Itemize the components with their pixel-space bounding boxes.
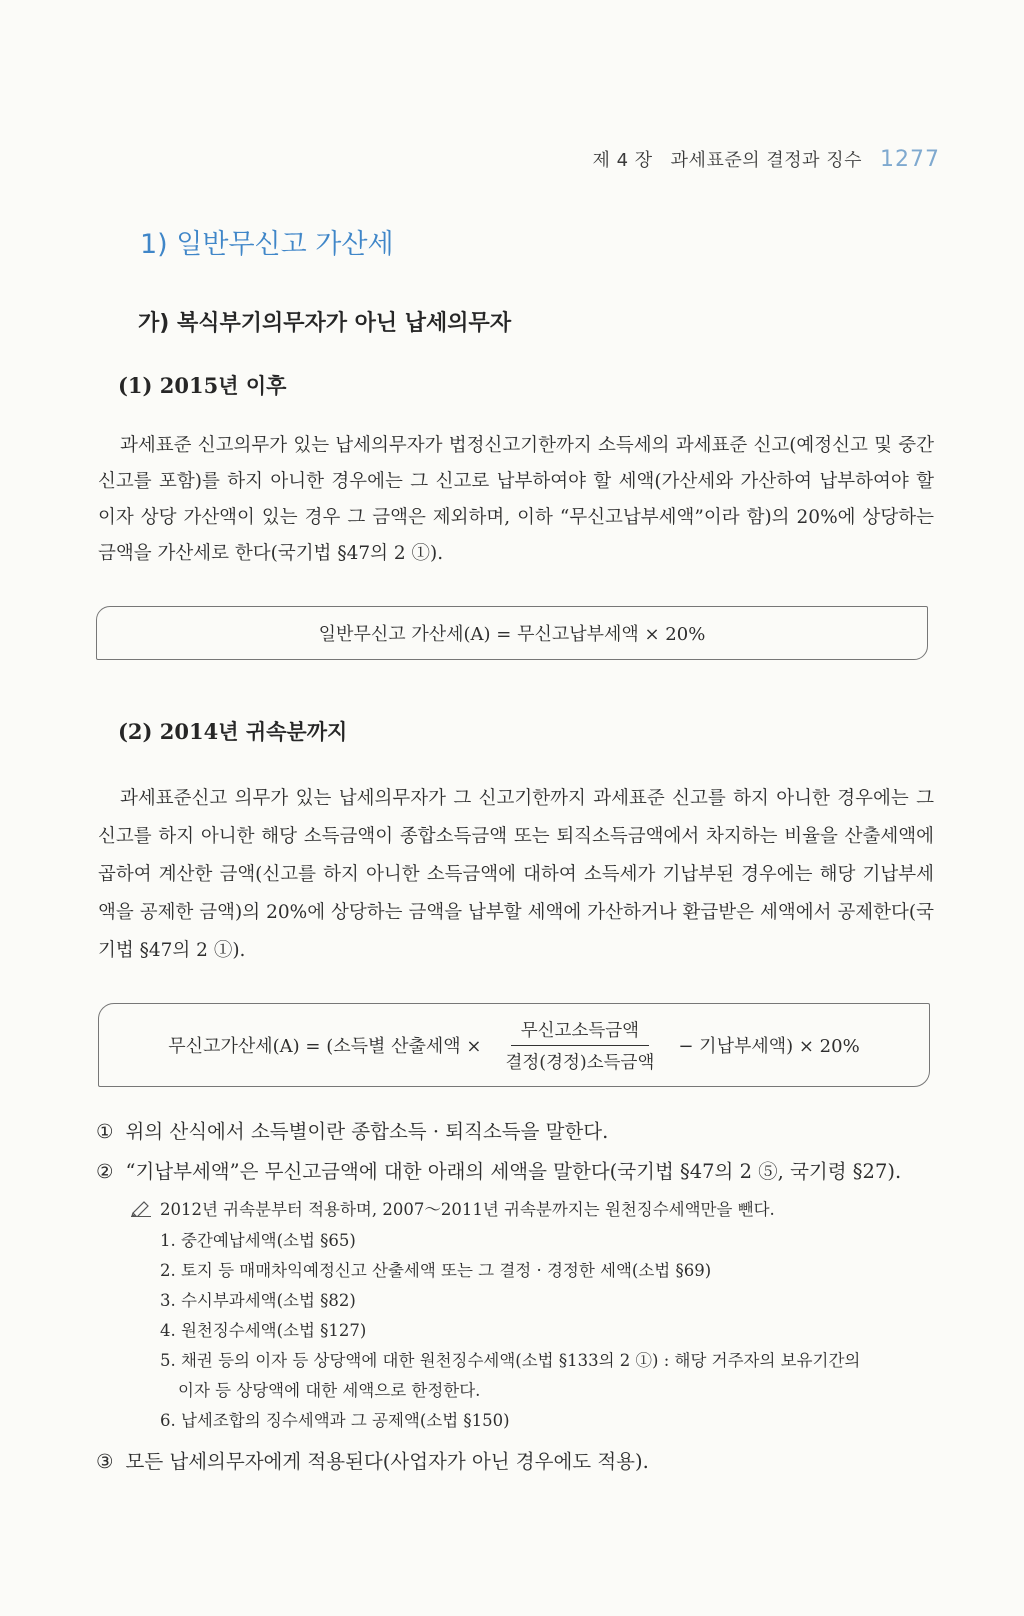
subnote (130, 1196, 775, 1220)
formula-box-no-filing (98, 1003, 930, 1087)
chapter-number: 제 4 장 (592, 150, 653, 171)
section-heading-1: 1) 일반무신고 가산세 (140, 229, 394, 260)
list-item: 6. 납세조합의 징수세액과 그 공제액(소법 §150) (160, 1411, 510, 1430)
note-text: “기납부세액”은 무신고금액에 대한 아래의 세액을 말한다(국기법 §47의 2 ⑤, 국기령 §27). (125, 1160, 902, 1183)
list-item: 3. 수시부과세액(소법 §82) (160, 1291, 356, 1310)
list-item: 2. 토지 등 매매차익예정신고 산출세액 또는 그 결정 · 경정한 세액(소법 §69) (160, 1261, 712, 1280)
pencil-icon (130, 1199, 152, 1217)
subnote-text: 2012년 귀속분부터 적용하며, 2007～2011년 귀속분까지는 원천징수세액만을 뺀다. (160, 1200, 775, 1219)
subsection-heading-2014: (2) 2014년 귀속분까지 (118, 719, 348, 744)
note-2 (96, 1156, 901, 1184)
paragraph-2014: 과세표준신고 의무가 있는 납세의무자가 그 신고기한까지 과세표준 신고를 하지 아니한 경우에는 그 신고를 하지 아니한 해당 소득금액이 종합소득금액 또는 퇴직소득금액에서 차지하는 비율을 산출세액에 곱하여 계산한 금액(신고를 하지 아니한 소득금액에 대하여 소득세가 기납부된 경우에는 해당 기납부세액을 공제한 금액)의 20%에 상당하는 금액을 납부할 세액에 가산하거나 환급받은 세액에서 공제한다(국기법 §47의 2 ①). (98, 788, 934, 961)
note-marker: ② (96, 1160, 114, 1183)
note-marker: ③ (96, 1450, 114, 1473)
list-item: 4. 원천징수세액(소법 §127) (160, 1321, 367, 1340)
note-1 (96, 1116, 608, 1144)
formula-box-general (96, 606, 928, 660)
formula-fraction (495, 1017, 664, 1074)
fraction-denominator: 결정(경정)소득금액 (505, 1052, 655, 1073)
list-item: 5. 채권 등의 이자 등 상당액에 대한 원천징수세액(소법 §133의 2 ①) : 해당 거주자의 보유기간의 (160, 1351, 861, 1370)
section-heading-2: 가) 복식부기의무자가 아닌 납세의무자 (138, 311, 512, 336)
note-marker: ① (96, 1120, 114, 1143)
fraction-numerator: 무신고소득금액 (511, 1017, 649, 1046)
list-item-continuation: 이자 등 상당액에 대한 세액으로 한정한다. (178, 1381, 481, 1400)
formula-left: 무신고가산세(A) = (소득별 산출세액 × (168, 1036, 482, 1057)
note-3 (96, 1446, 649, 1474)
chapter-title: 과세표준의 결정과 징수 (670, 150, 862, 171)
list-item: 1. 중간예납세액(소법 §65) (160, 1231, 356, 1250)
paragraph-2015: 과세표준 신고의무가 있는 납세의무자가 법정신고기한까지 소득세의 과세표준 신고(예정신고 및 중간신고를 포함)를 하지 아니한 경우에는 그 신고로 납부하여야 할 세액(가산세와 가산하여 납부하여야 할 이자 상당 가산액이 있는 경우 그 금액은 제외하며, 이하 “무신고납부세액”이라 함)의 20%에 상당하는 금액을 가산세로 한다(국기법 §47의 2 ①). (98, 435, 934, 564)
running-header (593, 146, 941, 172)
note-text: 위의 산식에서 소득별이란 종합소득 · 퇴직소득을 말한다. (125, 1120, 609, 1143)
page-number: 1277 (880, 147, 940, 172)
formula-general: 일반무신고 가산세(A) = 무신고납부세액 × 20% (318, 624, 706, 645)
prepaid-tax-list (160, 1226, 950, 1436)
note-text: 모든 납세의무자에게 적용된다(사업자가 아닌 경우에도 적용). (125, 1450, 649, 1473)
formula-right: − 기납부세액) × 20% (678, 1036, 860, 1057)
subsection-heading-2015: (1) 2015년 이후 (118, 373, 287, 398)
